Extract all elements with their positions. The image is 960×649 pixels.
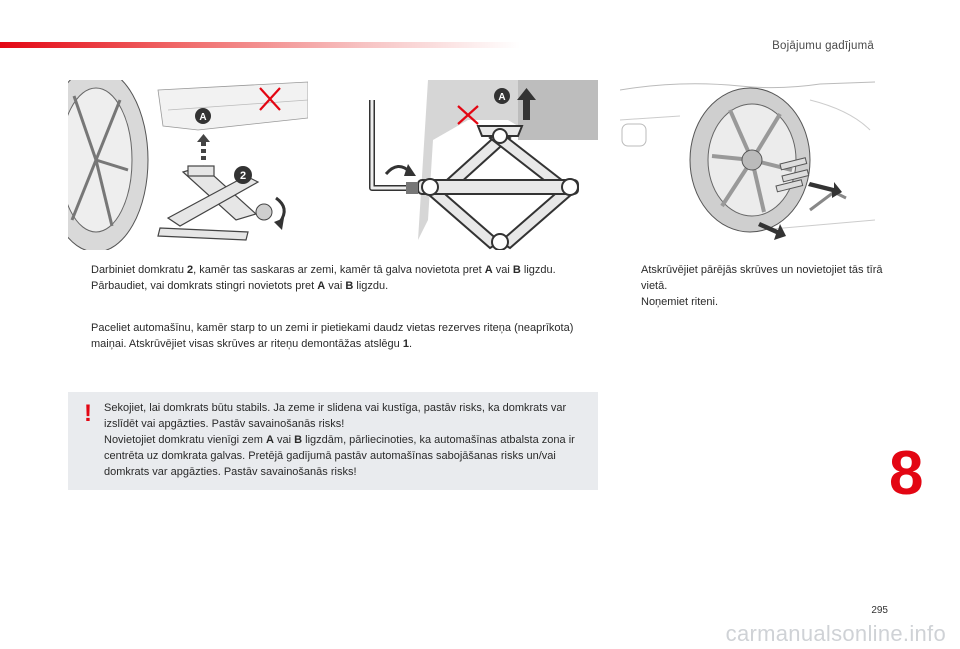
- warning-icon: !: [84, 400, 92, 427]
- warning-text: Sekojiet, lai domkrats būtu stabils. Ja zeme ir slidena vai kustīga, pastāv risks, ka domkrats var izslīdēt vai apgāzties. Pastāv savainošanās risks! Novietojiet domkratu vienīgi zem A vai B ligzdām, pārliecinoties, ka automašīnas atbalsta zona ir centrēta uz domkrata galvas. Pretējā gadījumā pastāv automašīnas sabojāšanas risks un/vai domkrats var apgāzties. Pastāv savainošanās risks!: [104, 402, 575, 478]
- page-number: 295: [871, 605, 888, 616]
- watermark: carmanualsonline.info: [725, 621, 946, 646]
- jack-raising-illustration: [358, 80, 598, 250]
- figure-label-a: A: [498, 92, 506, 103]
- figure-label-2: 2: [239, 170, 247, 182]
- step-1-text: Darbiniet domkratu 2, kamēr tas saskaras ar zemi, kamēr tā galva novietota pret A vai B ligzdu. Pārbaudiet, vai domkrats stingri novietots pret A vai B ligzdu.: [91, 264, 556, 292]
- step-2-text: Paceliet automašīnu, kamēr starp to un zemi ir pietiekami daudz vietas rezerves riteņa (neaprīkota) maiņai. Atskrūvējiet visas skrūves ar riteņu demontāžas atslēgu 1.: [91, 322, 574, 350]
- figure-label-a: A: [199, 112, 207, 123]
- jack-positioning-illustration: [68, 80, 308, 250]
- step-4-text: Noņemiet riteni.: [641, 296, 719, 308]
- instruction-step-2: [70, 320, 605, 352]
- chapter-number: 8: [889, 439, 924, 508]
- instruction-step-3: [620, 262, 890, 294]
- instruction-step-1: [70, 262, 605, 294]
- header-accent-bar: [0, 42, 520, 48]
- section-title: Bojājumu gadījumā: [772, 40, 874, 52]
- step-3-text: Atskrūvējiet pārējās skrūves un novietojiet tās tīrā vietā.: [641, 264, 883, 292]
- instruction-step-4: [620, 294, 890, 310]
- warning-box: [68, 392, 598, 490]
- wheel-removal-illustration: [620, 80, 875, 250]
